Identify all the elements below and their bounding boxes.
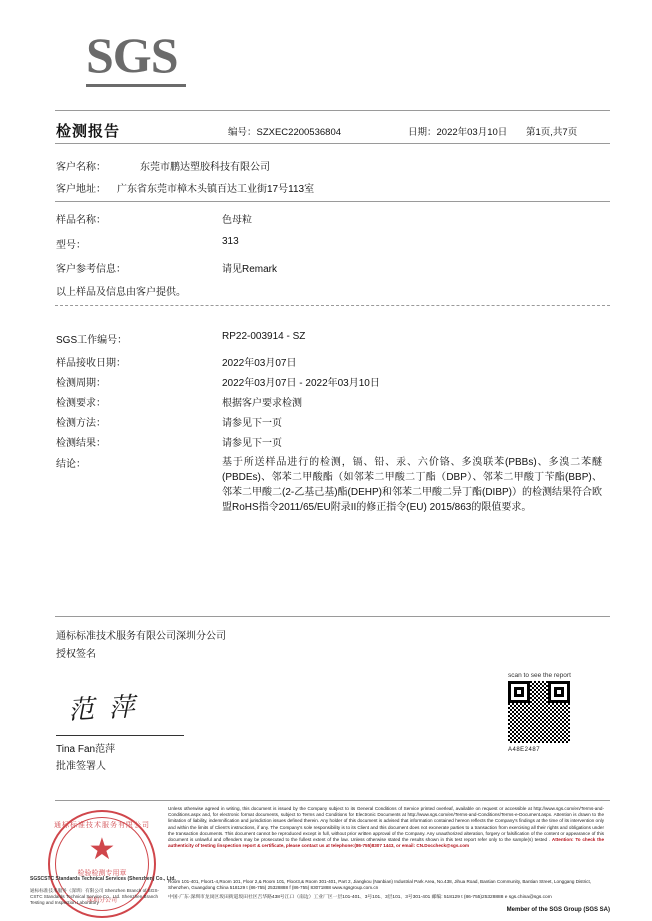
received-date-label: 样品接收日期： [56, 358, 126, 369]
test-method-value: 请参见下一页 [222, 418, 282, 429]
report-date: 日期：2022年03月10日 [408, 127, 508, 138]
sample-name-value: 色母粒 [222, 215, 252, 226]
page-title: 检测报告 [56, 123, 121, 140]
footer-address-en: Room 101-401, Floor1-4,Room 101, Floor 2,& Room 101, Floor3,& Room 301-401, Part 2, Jiangkou (Nanbian) Industrial Park Area, No.438, Jihua Road, Bantian Community, Bantian Street, Longgang District, Shenzhen, Guangdong China 518129 t (86-755) 25328888 f (86-755) 83071888 www.sgsgroup.com.cn [168, 879, 592, 891]
footer-attention-text: Attention: To check the authenticity of testing /inspection report & certificate, please contact us at telephone:(86-755)8307 1443, or email: CN.Doccheck@sgs.com [168, 837, 604, 849]
footer-divider [55, 800, 610, 801]
customer-reference-value: 请见Remark [222, 264, 278, 275]
conclusion-text: 基于所送样品进行的检测，镉、铅、汞、六价铬、多溴联苯(PBBs)、多溴二苯醚(PBDEs)、邻苯二甲酸酯（如邻苯二甲酸二丁酯（DBP）、邻苯二甲酸丁苄酯(BBP)、邻苯二甲酸二(2-乙基己基)酯(DEHP)和邻苯二甲酸二异丁酯(DIBP)）的检测结果符合欧盟RoHS指令2011/65/EU附录II的修正指令(EU) 2015/863的限值要求。 [222, 457, 602, 513]
test-requirement-value: 根据客户要求检测 [222, 398, 302, 409]
test-result-value: 请参见下一页 [222, 438, 282, 449]
qr-code-text: A48E2487 [508, 747, 541, 753]
lab-brand-name: SGSCSTC Standards Technical Services (Shenzhen) Co., Ltd. [30, 876, 176, 882]
page-indicator: 第1页,共7页 [526, 127, 578, 138]
stamp-arc-top: 通标标准技术服务有限公司 [54, 822, 150, 829]
logo-underline [86, 84, 186, 87]
stamp-arc-bottom: 深圳分公司 [86, 898, 117, 904]
received-date-value: 2022年03月07日 [222, 358, 297, 369]
report-number: 编号：SZXEC2200536804 [228, 127, 342, 138]
customer-address-value: 广东省东莞市樟木头镇百达工业街17号113室 [117, 184, 315, 195]
footer-disclaimer-text: Unless otherwise agreed in writing, this document is issued by the Company subject to its General Conditions of Service printed overleaf, available on request or accessible at http://www.sgs.com/en/Terms-and-Conditions.aspx and, for electronic format documents, subject to Terms and Conditions for Electronic Documents at http://www.sgs.com/en/Terms-and-Conditions/Terms-e-Document.aspx. Attention is drawn to the limitation of liability, indemnification and jurisdiction issues defined therein. Any holder of this document is advised that information contained hereon reflects the Company's findings at the time of its intervention only and within the limits of Client's instructions, if any. The Company's sole responsibility is to its Client and this document does not exonerate parties to a transaction from exercising all their rights and obligations under the transaction documents. This document cannot be reproduced except in full, without prior written approval of the Company. Any unauthorized alteration, forgery or falsification of the content or appearance of this document is unlawful and offenders may be prosecuted to the fullest extent of the law. Unless otherwise stated the results shown in this test report refer only to the sample(s) tested . [168, 806, 604, 843]
signature-line [56, 735, 184, 736]
job-number-value: RP22-003914 - SZ [222, 331, 306, 342]
qr-code-icon[interactable] [508, 681, 570, 743]
job-number-label: SGS工作编号： [56, 335, 128, 346]
stamp-arc-mid: 检验检测专用章 [77, 870, 127, 877]
signatory-name: Tina Fan范萍 [56, 744, 116, 755]
test-period-label: 检测周期： [56, 378, 106, 389]
signature-authorized-label: 授权签名 [56, 649, 96, 660]
sample-model-value: 313 [222, 236, 239, 247]
test-method-label: 检测方法： [56, 418, 106, 429]
handwritten-signature: 范 萍 [67, 692, 140, 725]
sample-model-label: 型号： [56, 240, 86, 251]
signatory-role: 批准签署人 [56, 761, 106, 772]
signature-divider [55, 616, 610, 617]
official-stamp: 通标标准技术服务有限公司 ★ 检验检测专用章 深圳分公司 [48, 810, 156, 918]
customer-divider [55, 201, 610, 202]
test-period-value: 2022年03月07日 - 2022年03月10日 [222, 378, 380, 389]
header-divider-top [55, 110, 610, 111]
footer-member-line: Member of the SGS Group (SGS SA) [506, 907, 610, 913]
test-requirement-label: 检测要求： [56, 398, 106, 409]
customer-reference-label: 客户参考信息： [56, 264, 126, 275]
footer-address-cn: 中国·广东·深圳市龙岗区坂田街道坂田社区吉华路438号江口（南边）工业厂区一层101-401、3号101、3层101、3号301-401 邮编: 518129 t (86-755)25328888 e sgs.china@sgs.com [168, 895, 552, 900]
conclusion-label: 结论： [56, 459, 86, 470]
test-result-label: 检测结果： [56, 438, 106, 449]
customer-address-label: 客户地址： [56, 184, 106, 195]
qr-caption: scan to see the report [508, 672, 571, 679]
sample-name-label: 样品名称： [56, 215, 106, 226]
sample-divider-dashed [55, 305, 610, 306]
sample-note: 以上样品及信息由客户提供。 [56, 287, 186, 298]
signature-company: 通标标准技术服务有限公司深圳分公司 [56, 631, 226, 642]
sgs-logo: SGS [86, 27, 178, 83]
customer-name-label: 客户名称： [56, 162, 106, 173]
footer-disclaimer [168, 806, 604, 849]
lab-address-block: 通标标准技术服务（深圳）有限公司 Shenzhen Branch of SGS-CSTC Standards Technical Service Co., Ltd. Shenzhen Branch Testing and Inspection Laboratory [30, 888, 159, 905]
header-divider-bottom [55, 143, 610, 144]
customer-name-value: 东莞市鹏达塑胶科技有限公司 [140, 162, 270, 173]
